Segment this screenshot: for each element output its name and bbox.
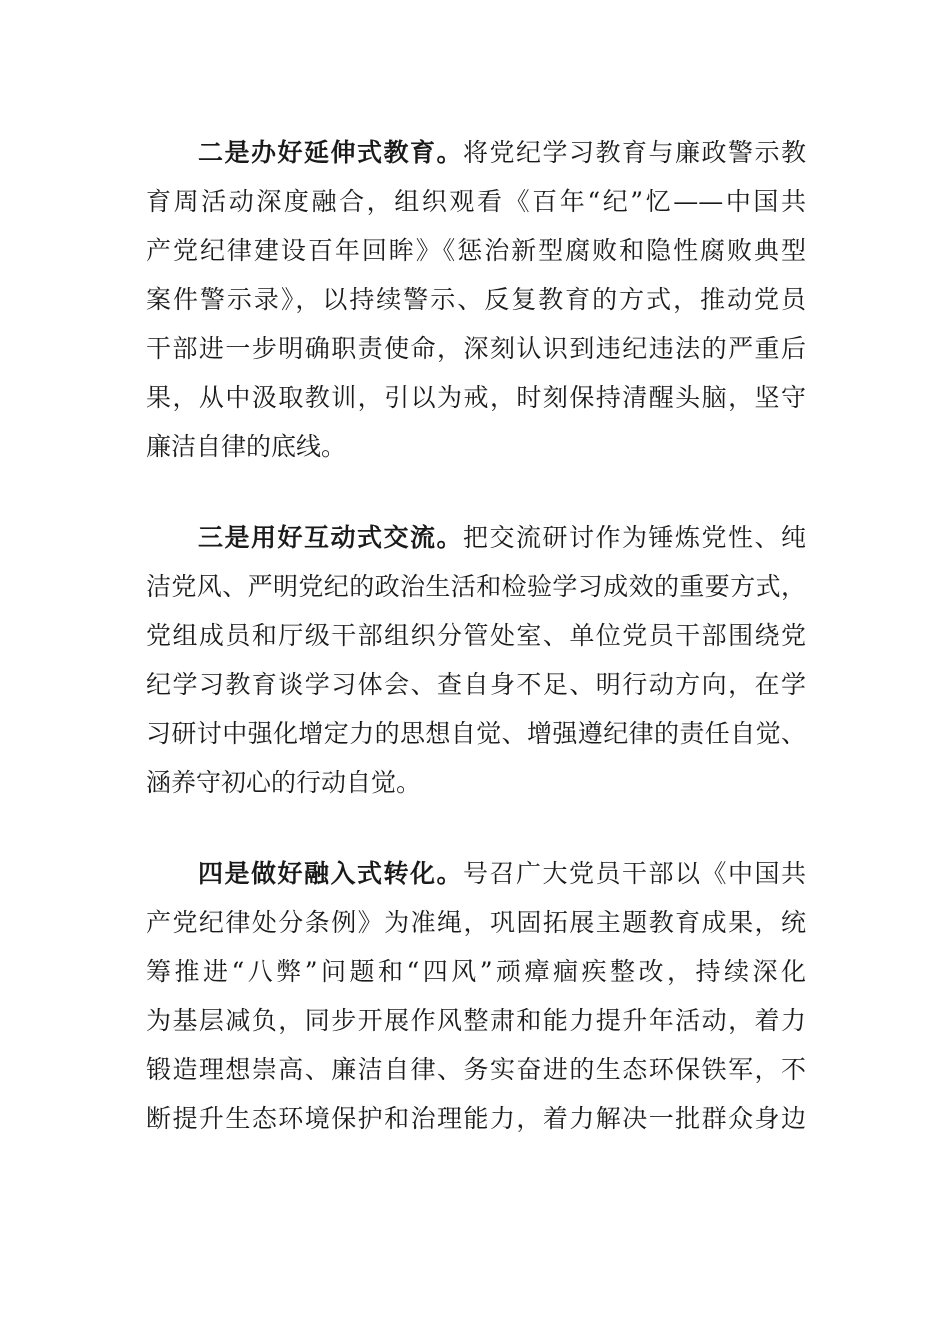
paragraph-first-line [146,513,806,562]
paragraph-line: 党组成员和厅级干部组织分管处室、单位党员干部围绕党 [146,621,806,650]
paragraph-lead-heading: 三是用好互动式交流。 [198,523,463,552]
paragraph-line: 习研讨中强化增定力的思想自觉、增强遵纪律的责任自觉、 [146,719,806,748]
paragraph-line: 廉洁自律的底线。 [146,432,347,461]
paragraph-line: 案件警示录》，以持续警示、反复教育的方式，推动党员 [146,285,806,314]
paragraph-line: 为基层减负，同步开展作风整肃和能力提升年活动，着力 [146,1006,806,1035]
paragraph-line: 断提升生态环境保护和治理能力，着力解决一批群众身边 [146,1104,806,1133]
paragraph-text: 将党纪学习教育与廉政警示教 [463,138,806,167]
paragraph-text: 把交流研讨作为锤炼党性、纯 [463,523,806,552]
paragraph-first-line [146,128,806,177]
paragraph-line: 果，从中汲取教训，引以为戒，时刻保持清醒头脑，坚守 [146,383,806,412]
paragraph-interactive-exchange [146,513,806,807]
paragraph-line: 纪学习教育谈学习体会、查自身不足、明行动方向，在学 [146,670,806,699]
paragraph-lead-heading: 二是办好延伸式教育。 [198,138,463,167]
paragraph-line: 筹推进“八弊”问题和“四风”顽瘴痼疾整改，持续深化 [146,957,806,986]
paragraph-text: 号召广大党员干部以《中国共 [463,859,806,888]
paragraph-line: 锻造理想崇高、廉洁自律、务实奋进的生态环保铁军，不 [146,1055,806,1084]
paragraph-line: 产党纪律处分条例》为准绳，巩固拓展主题教育成果，统 [146,908,806,937]
paragraph-extended-education [146,128,806,471]
paragraph-integrated-transformation [146,849,806,1143]
paragraph-line: 育周活动深度融合，组织观看《百年“纪”忆——中国共 [146,187,806,216]
paragraph-line: 洁党风、严明党纪的政治生活和检验学习成效的重要方式， [146,572,806,601]
paragraph-lead-heading: 四是做好融入式转化。 [198,859,463,888]
paragraph-line: 涵养守初心的行动自觉。 [146,768,422,797]
paragraph-line: 产党纪律建设百年回眸》《惩治新型腐败和隐性腐败典型 [146,236,806,265]
paragraph-line: 干部进一步明确职责使命，深刻认识到违纪违法的严重后 [146,334,806,363]
paragraph-first-line [146,849,806,898]
